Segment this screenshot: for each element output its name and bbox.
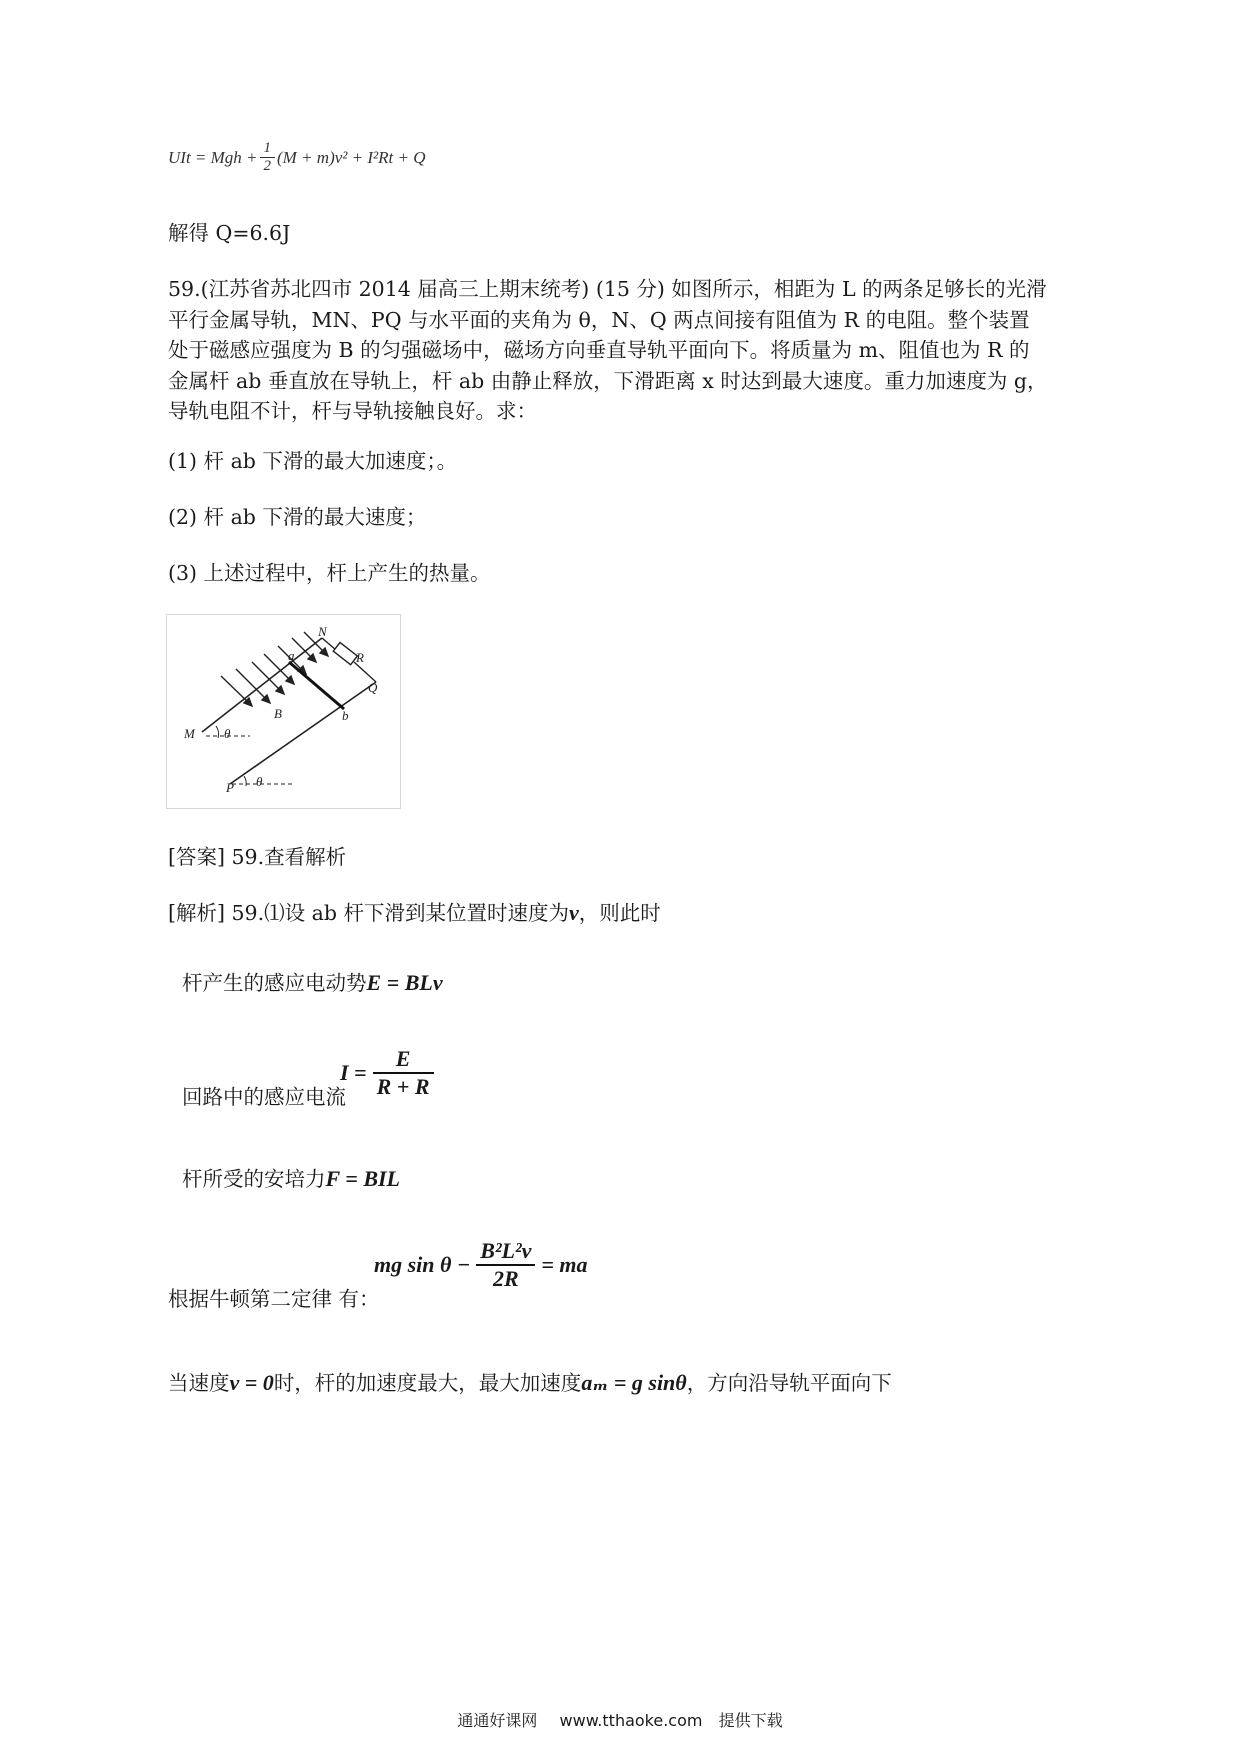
problem-statement: 59.(江苏省苏北四市 2014 届高三上期末统考) (15 分) 如图所示，相距为 L 的两条足够长的光滑平行金属导轨，MN、PQ 与水平面的夹角为 θ，N、Q 两点间接有阻值为 R 的电阻。整个装置处于磁感应强度为 B 的匀强磁场中，磁场方向垂直导轨平面向下。将质量为 m、阻值也为 R 的金属杆 ab 垂直放在导轨上，杆 ab 由静止释放，下滑距离 x 时达到最大速度。重力加速度为 g，导轨电阻不计，杆与导轨接触良好。求：: [168, 277, 1048, 423]
question-3: (3) 上述过程中，杆上产生的热量。: [168, 561, 491, 585]
question-2: (2) 杆 ab 下滑的最大速度；: [168, 505, 427, 529]
label-a: a: [288, 648, 295, 663]
emf-line: 杆产生的感应电动势E = BLv: [182, 970, 443, 995]
zero-velocity-condition: v = 0: [229, 1370, 274, 1395]
question-1: (1) 杆 ab 下滑的最大加速度；。: [168, 449, 458, 473]
page-footer: [0, 1708, 1240, 1731]
answer-line: [答案] 59.查看解析: [168, 845, 347, 869]
footer-tail: 提供下载: [718, 1711, 783, 1730]
label-M: M: [184, 726, 195, 741]
result-line: 解得 Q=6.6J: [168, 221, 291, 245]
energy-equation: [168, 140, 425, 175]
label-Q: Q: [368, 680, 378, 695]
footer-brand: 通通好课网: [457, 1711, 538, 1730]
label-theta-2: θ: [256, 774, 263, 789]
rail-diagram: [166, 614, 402, 810]
current-equation: I = $\frac{E}{R + R}$: [340, 1046, 434, 1100]
force-equation: F = BIL: [325, 1166, 400, 1191]
max-acceleration-equation: aₘ = g sinθ: [581, 1370, 687, 1395]
label-N: N: [318, 624, 327, 639]
energy-equation-rhs: (M + m)v² + I²Rt + Q: [277, 147, 426, 167]
newton-label: 根据牛顿第二定律 有：: [168, 1287, 380, 1311]
label-P: P: [226, 780, 234, 795]
label-b: b: [342, 708, 349, 723]
analysis-intro: [解析] 59.⑴设 ab 杆下滑到某位置时速度为v，则此时: [168, 900, 661, 925]
label-B: B: [274, 706, 282, 721]
label-R: R: [356, 650, 364, 665]
footer-url[interactable]: www.tthaoke.com: [559, 1711, 703, 1730]
energy-equation-fraction: $\frac{1}{2}$: [260, 140, 276, 175]
label-theta-1: θ: [224, 726, 231, 741]
emf-equation: E = BLv: [366, 970, 443, 995]
energy-equation-lhs: UIt = Mgh +: [168, 147, 258, 167]
velocity-symbol: v: [569, 900, 579, 925]
newton-equation: mg sin θ − $\frac{\text{B²L²v}}{2R}$ = ma: [374, 1238, 588, 1291]
current-label: 回路中的感应电流: [182, 1085, 346, 1109]
final-line: 当速度v = 0时，杆的加速度最大，最大加速度aₘ = g sinθ，方向沿导轨平面向下: [168, 1370, 892, 1395]
force-line: 杆所受的安培力F = BIL: [182, 1166, 400, 1191]
